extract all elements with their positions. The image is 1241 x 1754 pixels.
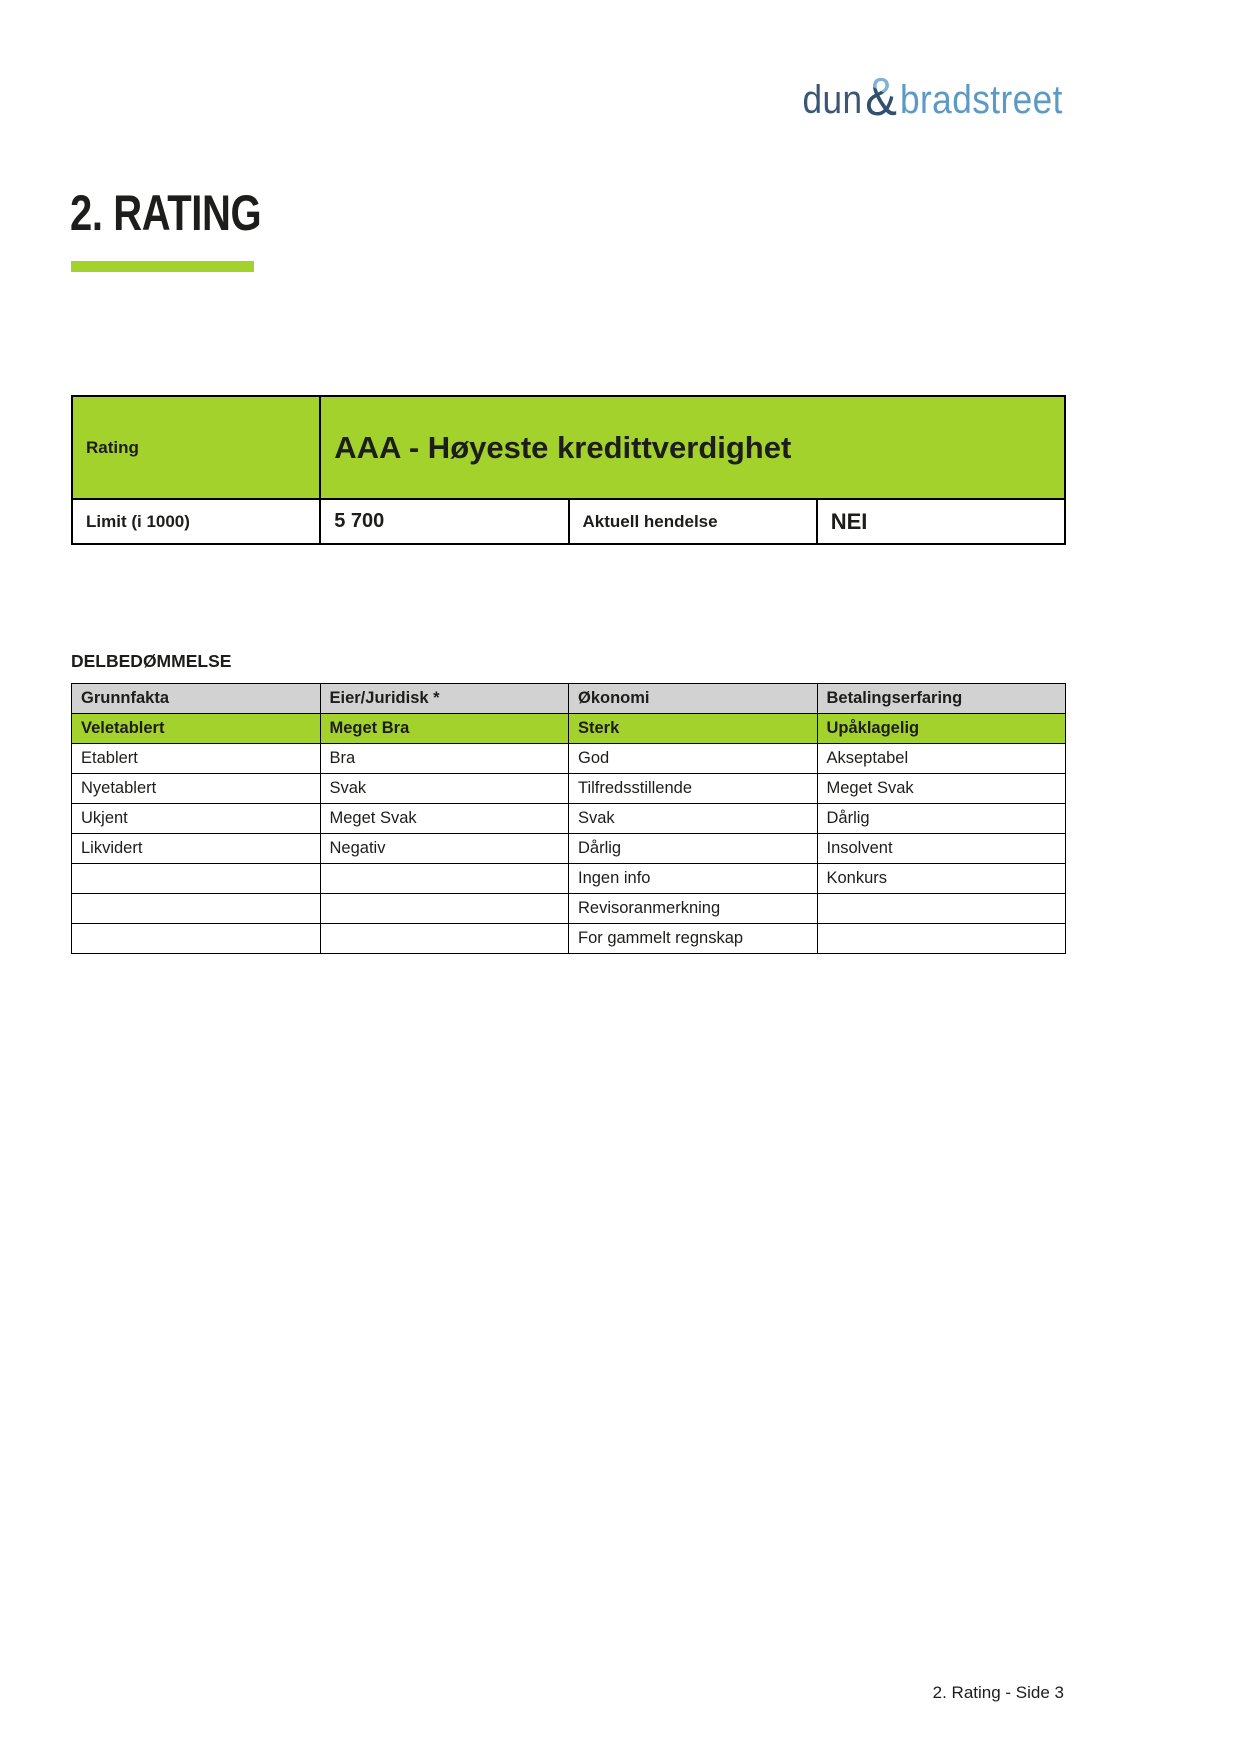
delb-cell-4-2: Ingen info [569,864,818,894]
current-event-label: Aktuell hendelse [569,499,817,544]
heading-underline [71,261,254,272]
delb-selected-row [72,714,1066,744]
delb-cell-2-1: Meget Svak [320,804,569,834]
table-row [72,924,1066,954]
delb-cell-4-3: Konkurs [817,864,1066,894]
delbedommelse-title: DELBEDØMMELSE [71,651,232,671]
delb-cell-5-3 [817,894,1066,924]
rating-table [71,395,1066,545]
delb-cell-1-3: Meget Svak [817,774,1066,804]
delb-cell-5-2: Revisoranmerkning [569,894,818,924]
delb-cell-selected-3: Upåklagelig [817,714,1066,744]
delb-header-betalingserfaring: Betalingserfaring [817,684,1066,714]
delb-cell-3-1: Negativ [320,834,569,864]
delb-cell-selected-0: Veletablert [72,714,321,744]
delbedommelse-table [71,683,1066,954]
delb-cell-selected-1: Meget Bra [320,714,569,744]
page-title: 2. RATING [70,185,262,241]
delb-cell-0-0: Etablert [72,744,321,774]
delb-cell-1-0: Nyetablert [72,774,321,804]
delb-cell-1-2: Tilfredsstillende [569,774,818,804]
delb-cell-1-1: Svak [320,774,569,804]
delb-cell-6-2: For gammelt regnskap [569,924,818,954]
delb-cell-0-3: Akseptabel [817,744,1066,774]
delb-header-eier-juridisk: Eier/Juridisk * [320,684,569,714]
table-row [72,774,1066,804]
delb-cell-6-3 [817,924,1066,954]
table-row [72,834,1066,864]
logo-text-bradstreet: bradstreet [900,78,1063,122]
rating-label: Rating [72,396,320,499]
delb-header-grunnfakta: Grunnfakta [72,684,321,714]
limit-label: Limit (i 1000) [72,499,320,544]
current-event-value: NEI [817,499,1065,544]
logo-text-dun: dun [802,78,863,122]
delb-cell-3-3: Insolvent [817,834,1066,864]
table-row [72,894,1066,924]
delb-cell-5-1 [320,894,569,924]
page-footer: 2. Rating - Side 3 [932,1683,1064,1702]
delb-header-row [72,684,1066,714]
delb-cell-6-0 [72,924,321,954]
ampersand-icon: & [865,67,898,127]
delb-cell-3-2: Dårlig [569,834,818,864]
rating-row [72,396,1065,499]
delb-cell-0-2: God [569,744,818,774]
delb-cell-0-1: Bra [320,744,569,774]
delb-cell-4-1 [320,864,569,894]
limit-row [72,499,1065,544]
delb-cell-4-0 [72,864,321,894]
table-row [72,864,1066,894]
rating-value: AAA - Høyeste kredittverdighet [320,396,1065,499]
table-row [72,804,1066,834]
delb-cell-5-0 [72,894,321,924]
delb-cell-6-1 [320,924,569,954]
delb-cell-2-0: Ukjent [72,804,321,834]
dun-bradstreet-logo [802,67,1063,127]
delb-cell-2-2: Svak [569,804,818,834]
delb-cell-2-3: Dårlig [817,804,1066,834]
delb-header-okonomi: Økonomi [569,684,818,714]
delb-cell-selected-2: Sterk [569,714,818,744]
table-row [72,744,1066,774]
limit-value: 5 700 [320,499,568,544]
delb-cell-3-0: Likvidert [72,834,321,864]
